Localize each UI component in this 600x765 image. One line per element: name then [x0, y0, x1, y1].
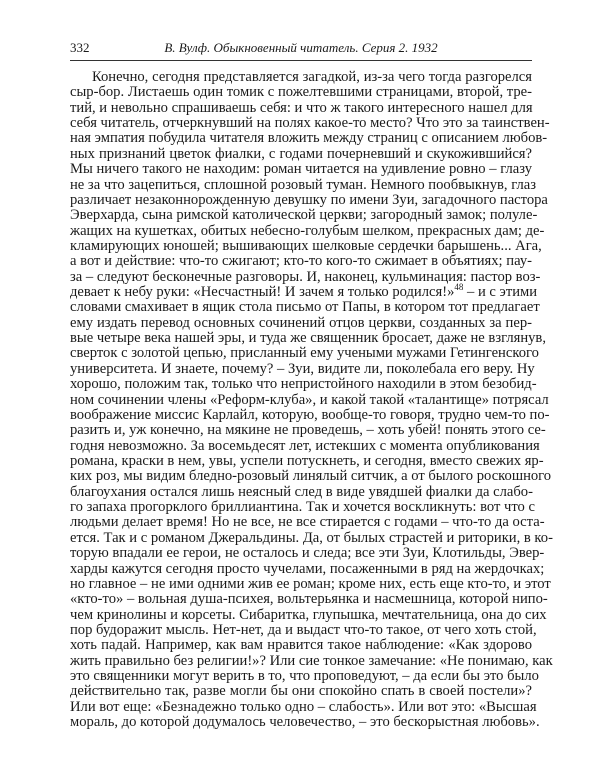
text-line: ется. Так и с романом Джеральдины. Да, от былых страстей и риторики, в ко-	[70, 529, 553, 546]
text-line: ких роз, мы видим бледно-розовый линялый ситчик, а от былого роскошного	[70, 468, 552, 485]
text-line: харды кажутся сегодня просто чучелами, посаженными в ряд на жердочках;	[70, 560, 545, 577]
text-line: «кто-то» – вольная душа-психея, вольтерьянка и насмешница, которой нипо-	[70, 591, 548, 608]
text-line: торую впадали ее герои, не осталось и следа; все эти Зуи, Клотильды, Эвер-	[70, 545, 545, 562]
text-line: го запаха прогорклого бриллиантина. Так и хочется воскликнуть: вот что с	[70, 499, 535, 516]
text-line: ему издать перевод основных сочинений отцов церкви, созданных за пер-	[70, 314, 532, 331]
text-line: хоть падай. Например, как вам нравится такое наблюдение: «Как здорово	[70, 637, 532, 654]
text-line: сыр-бор. Листаешь один томик с пожелтевшими страницами, второй, тре-	[70, 84, 532, 101]
text-line: людьми делает время! Но не все, не все стирается с годами – что-то да оста-	[70, 514, 545, 531]
text-line: Или вот еще: «Безнадежно только одно – слабость». Или вот это: «Высшая	[70, 698, 537, 715]
text-line: но главное – не ими одними жив ее роман; кроме них, есть еще кто-то, и этот	[70, 575, 551, 592]
text-line: пор будоражит мысль. Нет-нет, да и выдаст что-то такое, от чего хоть стой,	[70, 621, 537, 638]
text-line: воображение миссис Карлайл, которую, вообще-то говоря, трудно чем-то по-	[70, 406, 550, 423]
page-number: 332	[70, 40, 90, 55]
text-line: тий, и невольно спрашиваешь себя: и что ж такого интересного нашел для	[70, 99, 533, 116]
text-line: Конечно, сегодня представляется загадкой, из-за чего тогда разгорелся	[92, 69, 532, 85]
text-line: жащих на кушетках, обитых небесно-голубым шелком, прекрасных дам; де-	[70, 222, 545, 239]
text-line: благоухания остался лишь неясный след в виде увядшей фиалки да слабо-	[70, 483, 533, 500]
text-line: мораль, до которой додумалось человечество, – это бескорыстная любовь».	[70, 714, 540, 731]
text-line: себя читатель, отчеркнувший на полях какое-то место? Что это за таинствен-	[70, 115, 550, 132]
text-line: годня невозможно. За восемьдесят лет, истекших с момента опубликования	[70, 437, 540, 454]
text-line: это священники могут верить в то, что проповедуют, – да если бы это было	[70, 668, 539, 685]
text-line: словами смахивает в ящик стола письмо от Папы, в котором тот предлагает	[70, 299, 540, 316]
text-line: Эверхарда, сына римской католической церкви; загородный замок; полуле-	[70, 207, 538, 224]
text-line: кламирующих юношей; вышивающих шелковые сердечки барышень... Ага,	[70, 237, 542, 254]
text-line: не за что зацепиться, сплошной розовый туман. Немного пообвыкнув, глаз	[70, 176, 536, 193]
header-rule	[70, 60, 532, 61]
text-line: ная эмпатия побудила читателя вложить между страниц с описанием любов-	[70, 130, 548, 147]
text-segment: девает к небу руки: «Несчастный! И зачем я только родился!»	[70, 284, 455, 301]
text-line: жить правильно без религии!»? Или сие тонкое замечание: «Не понимаю, как	[70, 652, 553, 669]
text-line: Мы ничего такого не находим: роман читается на удивление ровно – глазу	[70, 161, 532, 178]
text-line: за – следуют бесконечные разговоры. И, наконец, кульминация: пастор воз-	[70, 268, 541, 285]
text-line	[70, 282, 538, 301]
footnote-reference[interactable]: 48	[454, 282, 464, 293]
text-line: разить и, уж конечно, на мякине не проведешь, – хоть убей! понять этого се-	[70, 422, 546, 439]
running-header	[70, 40, 532, 58]
text-line: сверток с золотой цепью, присланный ему учеными мужами Гетингенского	[70, 345, 539, 362]
text-line: действительно так, разве могли бы они спокойно спать в своей постели»?	[70, 683, 532, 700]
text-segment: – и с этими	[463, 284, 538, 301]
text-line: хорошо, положим так, только что непристойного находили в этом безобид-	[70, 376, 537, 393]
text-line: вые четыре века нашей эры, и туда же священник бросает, даже не взглянув,	[70, 330, 546, 347]
text-line: ном сочинении члены «Реформ-клуба», и какой такой «талантище» потрясал	[70, 391, 549, 408]
text-line: ных признаний цветок фиалки, с годами почерневший и скукожившийся?	[70, 145, 532, 162]
text-line: университета. И знаете, почему? – Зуи, видите ли, поколебала его веру. Ну	[70, 360, 535, 377]
body-text	[70, 69, 553, 731]
text-line: романа, краски в нем, увы, успели потускнеть, и сегодня, вместо свежих яр-	[70, 452, 544, 469]
text-line: а вот и действие: что-то сжигают; кто-то кого-то сжимает в объятиях; пау-	[70, 253, 532, 270]
text-line: различает незаконнорожденную девушку по имени Зуи, загадочного пастора	[70, 191, 548, 208]
running-title: В. Вулф. Обыкновенный читатель. Серия 2. 1932	[164, 40, 438, 55]
text-line: чем кринолины и корсеты. Сибаритка, глупышка, мечтательница, она до сих	[70, 606, 547, 623]
